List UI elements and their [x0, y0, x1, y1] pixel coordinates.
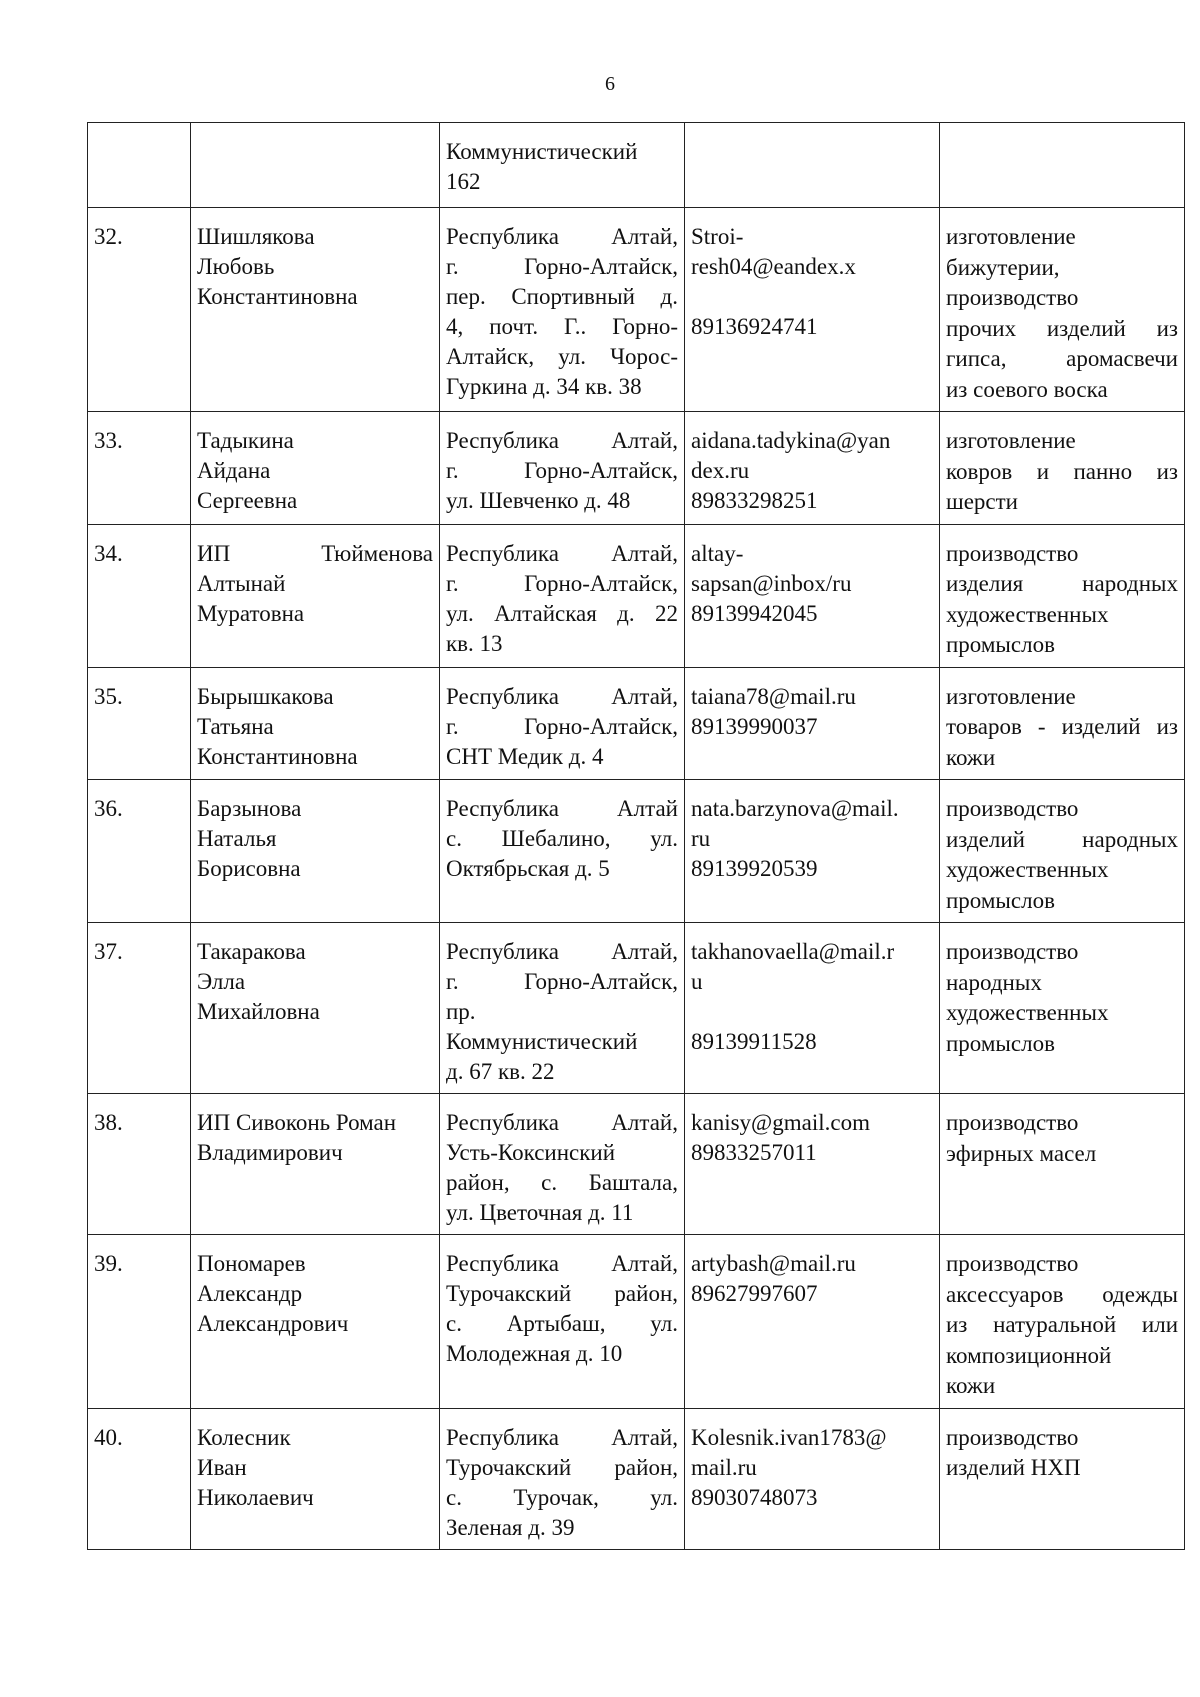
cell-address — [440, 524, 685, 667]
registry-table — [87, 122, 1185, 1550]
address-line: Турочакский район, — [446, 1281, 678, 1306]
address-line: Гуркина д. 34 кв. 38 — [446, 374, 642, 399]
registry-table-body — [88, 123, 1185, 1550]
activity-line: художественных — [946, 1000, 1109, 1025]
activity-line: производство — [946, 796, 1079, 821]
address-line: Коммунистический — [446, 139, 638, 164]
cell-name — [191, 1408, 440, 1549]
name-line: Татьяна — [197, 713, 274, 739]
name-line: Александрович — [197, 1311, 349, 1336]
name-line: Колесник — [197, 1424, 291, 1450]
cell-number: 39. — [88, 1235, 191, 1409]
cell-address — [440, 412, 685, 525]
activity-line: ковров и панно из — [946, 458, 1178, 484]
activity-line: народных — [946, 969, 1042, 995]
name-line: ИП Тюйменова — [197, 540, 433, 566]
cell-address — [440, 923, 685, 1094]
cell-activity — [940, 667, 1185, 780]
activity-line: изготовление — [946, 428, 1076, 453]
cell-contact — [685, 1235, 940, 1409]
cell-name — [191, 1235, 440, 1409]
name-line: Николаевич — [197, 1484, 314, 1510]
name-line: Сергеевна — [197, 488, 298, 513]
cell-number: 32. — [88, 208, 191, 412]
contact-line: resh04@eandex.x — [691, 254, 856, 279]
name-line: Айдана — [197, 458, 271, 483]
cell-number: 34. — [88, 524, 191, 667]
name-line: Элла — [197, 969, 246, 994]
name-line: Владимирович — [197, 1140, 343, 1165]
contact-line: taiana78@mail.ru — [691, 683, 856, 709]
address-line: Турочакский район, — [446, 1454, 678, 1480]
address-line: Республика Алтай, — [446, 540, 678, 566]
cell-address — [440, 208, 685, 412]
cell-contact — [685, 667, 940, 780]
table-row — [88, 1094, 1185, 1235]
contact-line: ru — [691, 826, 711, 851]
address-line: Зеленая д. 39 — [446, 1514, 575, 1540]
activity-line: художественных — [946, 857, 1109, 882]
table-row — [88, 208, 1185, 412]
activity-line: товаров - изделий из — [946, 714, 1178, 739]
activity-line: изделий НХП — [946, 1455, 1081, 1480]
cell-activity — [940, 1408, 1185, 1549]
contact-line: 89627997607 — [691, 1281, 818, 1306]
cell-activity — [940, 524, 1185, 667]
activity-line: производство — [946, 285, 1079, 310]
cell-number: 35. — [88, 667, 191, 780]
address-line: Республика Алтай, — [446, 939, 678, 964]
cell-contact — [685, 780, 940, 923]
contact-line: mail.ru — [691, 1454, 757, 1480]
activity-line: кожи — [946, 1373, 996, 1398]
activity-line: производство — [946, 1424, 1079, 1450]
name-line: Наталья — [197, 826, 277, 851]
activity-line: изделия народных — [946, 571, 1178, 596]
activity-line: из натуральной или — [946, 1312, 1178, 1337]
cell-contact — [685, 923, 940, 1094]
address-line: Коммунистический — [446, 1029, 638, 1054]
contact-line: 89833257011 — [691, 1140, 817, 1165]
cell-address — [440, 1408, 685, 1549]
cell-activity — [940, 780, 1185, 923]
cell-number: 38. — [88, 1094, 191, 1235]
cell-address — [440, 780, 685, 923]
contact-line: 89139942045 — [691, 600, 818, 626]
cell-address — [440, 123, 685, 208]
activity-line: промыслов — [946, 632, 1055, 657]
name-line: Михайловна — [197, 999, 320, 1024]
address-line: г. Горно-Алтайск, — [446, 713, 678, 739]
address-line: д. 67 кв. 22 — [446, 1059, 555, 1084]
name-line: Тадыкина — [197, 428, 294, 453]
cell-contact — [685, 208, 940, 412]
cell-number: 37. — [88, 923, 191, 1094]
name-line: Алтынай — [197, 570, 286, 596]
contact-line: artybash@mail.ru — [691, 1251, 856, 1276]
name-line: Барзынова — [197, 796, 302, 821]
activity-line: композиционной — [946, 1342, 1112, 1368]
cell-address — [440, 1094, 685, 1235]
address-line: г. Горно-Алтайск, — [446, 458, 678, 483]
address-line: Республика Алтай, — [446, 1110, 678, 1135]
activity-line: эфирных масел — [946, 1140, 1097, 1166]
activity-line: изготовление — [946, 224, 1076, 249]
address-line: ул. Алтайская д. 22 — [446, 600, 678, 626]
contact-line: dex.ru — [691, 458, 750, 483]
name-line: Константиновна — [197, 743, 358, 769]
cell-name — [191, 412, 440, 525]
cell-name — [191, 667, 440, 780]
contact-line: sapsan@inbox/ru — [691, 570, 852, 596]
address-line: пер. Спортивный д. — [446, 284, 678, 309]
name-line: Александр — [197, 1281, 303, 1306]
name-line: Иван — [197, 1454, 247, 1480]
cell-name — [191, 208, 440, 412]
cell-contact — [685, 1408, 940, 1549]
cell-address — [440, 1235, 685, 1409]
activity-line: производство — [946, 1251, 1079, 1276]
cell-activity — [940, 123, 1185, 208]
address-line: Республика Алтай — [446, 796, 678, 821]
cell-contact — [685, 1094, 940, 1235]
cell-contact — [685, 524, 940, 667]
address-line: 162 — [446, 169, 481, 194]
contact-line: u — [691, 969, 703, 994]
table-row — [88, 412, 1185, 525]
name-line: Любовь — [197, 254, 275, 279]
contact-line: 89139920539 — [691, 856, 818, 881]
activity-line: промыслов — [946, 887, 1055, 913]
contact-line: takhanovaella@mail.r — [691, 939, 895, 964]
address-line: Республика Алтай, — [446, 1424, 678, 1450]
name-line: Пономарев — [197, 1251, 306, 1276]
address-line: г. Горно-Алтайск, — [446, 570, 678, 596]
name-line: Борисовна — [197, 856, 301, 881]
address-line: район, с. Баштала, — [446, 1170, 678, 1195]
address-line: Молодежная д. 10 — [446, 1341, 623, 1366]
activity-line: прочих изделий из — [946, 315, 1178, 341]
address-line: ул. Цветочная д. 11 — [446, 1200, 634, 1225]
activity-line: промыслов — [946, 1030, 1055, 1056]
table-row-continuation — [88, 123, 1185, 208]
name-line: Бырышкакова — [197, 683, 334, 709]
address-line: Алтайск, ул. Чорос- — [446, 344, 678, 369]
page-number: 6 — [605, 73, 615, 95]
address-line: 4, почт. Г.. Горно- — [446, 314, 678, 339]
name-line: ИП Сивоконь Роман — [197, 1110, 397, 1135]
activity-line: бижутерии, — [946, 254, 1060, 280]
contact-line: 89136924741 — [691, 314, 818, 339]
address-line: Республика Алтай, — [446, 224, 678, 249]
activity-line: изготовление — [946, 683, 1076, 709]
cell-name — [191, 524, 440, 667]
contact-line: 89139990037 — [691, 713, 818, 739]
cell-name — [191, 780, 440, 923]
contact-line: Kolesnik.ivan1783@ — [691, 1424, 887, 1450]
address-line: Республика Алтай, — [446, 428, 678, 453]
activity-line: производство — [946, 939, 1079, 964]
cell-number — [88, 123, 191, 208]
table-row — [88, 923, 1185, 1094]
address-line: с. Турочак, ул. — [446, 1484, 678, 1510]
contact-line: 89139911528 — [691, 1029, 817, 1054]
cell-number: 36. — [88, 780, 191, 923]
address-line: СНТ Медик д. 4 — [446, 743, 604, 769]
address-line: с. Шебалино, ул. — [446, 826, 678, 851]
name-line: Муратовна — [197, 600, 305, 626]
table-row — [88, 524, 1185, 667]
activity-line: изделий народных — [946, 826, 1178, 852]
activity-line: гипса, аромасвечи — [946, 346, 1178, 371]
table-row — [88, 1408, 1185, 1549]
address-line: ул. Шевченко д. 48 — [446, 488, 631, 513]
address-line: кв. 13 — [446, 630, 503, 656]
contact-line: Stroi- — [691, 224, 744, 249]
cell-name — [191, 1094, 440, 1235]
cell-activity — [940, 412, 1185, 525]
cell-name — [191, 123, 440, 208]
address-line: г. Горно-Алтайск, — [446, 969, 678, 994]
cell-activity — [940, 923, 1185, 1094]
cell-address — [440, 667, 685, 780]
contact-line: nata.barzynova@mail. — [691, 796, 899, 821]
contact-line: 89030748073 — [691, 1484, 818, 1510]
cell-activity — [940, 1094, 1185, 1235]
cell-number: 40. — [88, 1408, 191, 1549]
contact-line — [691, 282, 933, 312]
name-line: Шишлякова — [197, 224, 315, 249]
cell-activity — [940, 1235, 1185, 1409]
address-line: Октябрьская д. 5 — [446, 856, 610, 881]
contact-line: altay- — [691, 540, 744, 566]
contact-line: kanisy@gmail.com — [691, 1110, 870, 1135]
activity-line: художественных — [946, 601, 1109, 627]
activity-line: производство — [946, 1110, 1079, 1135]
contact-line — [691, 997, 933, 1027]
contact-line: aidana.tadykina@yan — [691, 428, 891, 453]
cell-activity — [940, 208, 1185, 412]
address-line: пр. — [446, 999, 476, 1024]
cell-contact — [685, 412, 940, 525]
contact-line: 89833298251 — [691, 488, 818, 513]
address-line: г. Горно-Алтайск, — [446, 254, 678, 279]
name-line: Такаракова — [197, 939, 306, 964]
table-row — [88, 1235, 1185, 1409]
name-line: Константиновна — [197, 284, 358, 309]
cell-number: 33. — [88, 412, 191, 525]
activity-line: кожи — [946, 744, 996, 770]
address-line: с. Артыбаш, ул. — [446, 1311, 678, 1336]
table-row — [88, 780, 1185, 923]
cell-contact — [685, 123, 940, 208]
activity-line: аксессуаров одежды — [946, 1281, 1178, 1307]
activity-line: из соевого воска — [946, 376, 1108, 402]
cell-name — [191, 923, 440, 1094]
activity-line: производство — [946, 540, 1079, 566]
address-line: Республика Алтай, — [446, 683, 678, 709]
address-line: Усть-Коксинский — [446, 1140, 616, 1165]
activity-line: шерсти — [946, 489, 1018, 514]
address-line: Республика Алтай, — [446, 1251, 678, 1276]
table-row — [88, 667, 1185, 780]
